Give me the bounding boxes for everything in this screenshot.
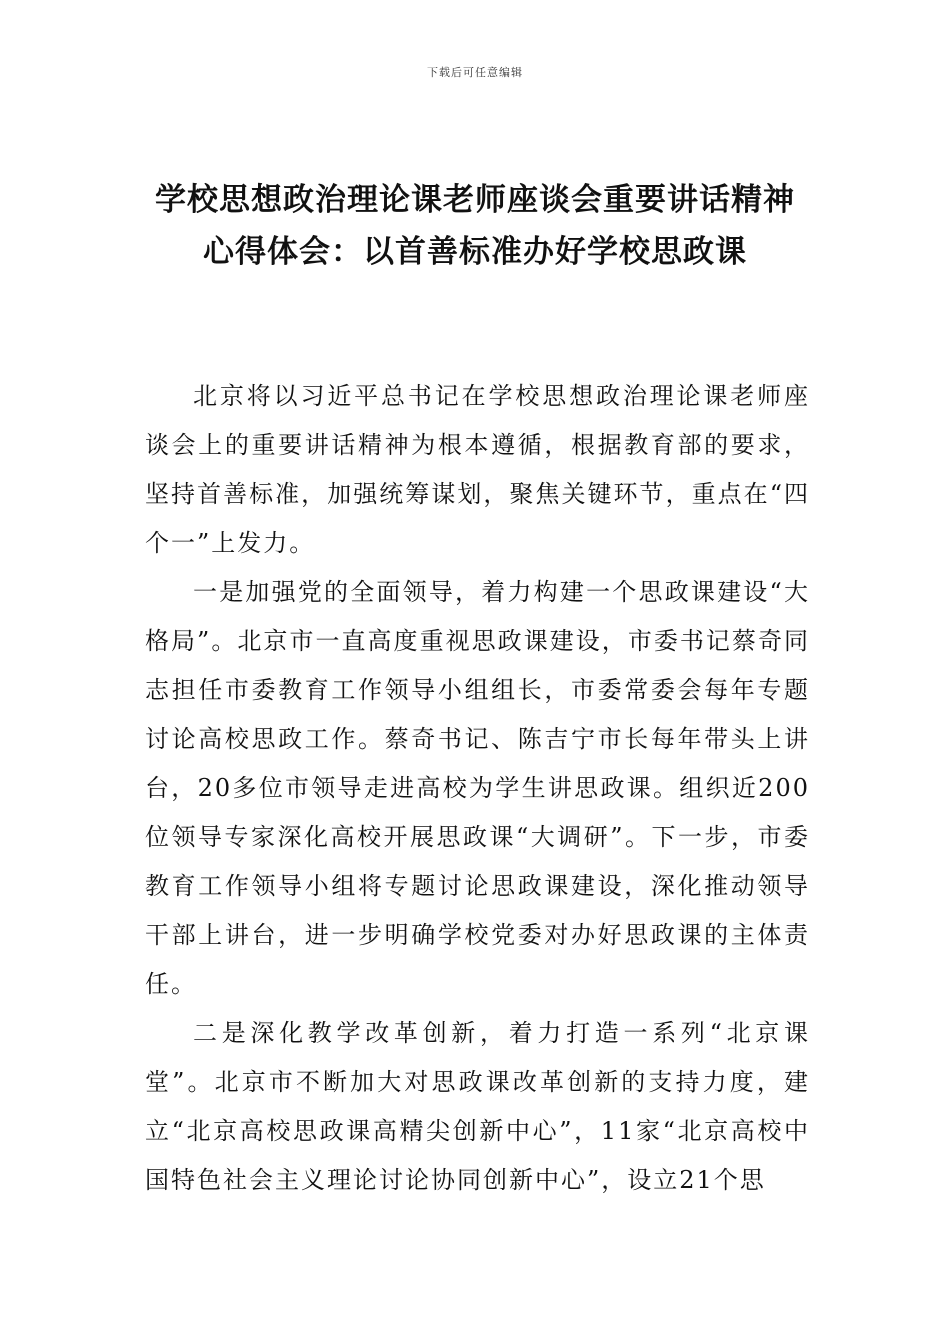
document-body: [145, 372, 810, 1205]
paragraph-intro: 北京将以习近平总书记在学校思想政治理论课老师座谈会上的重要讲话精神为根本遵循，根据教育部的要求，坚持首善标准，加强统筹谋划，聚焦关键环节，重点在“四个一”上发力。: [145, 382, 810, 557]
header-note: 下载后可任意编辑: [427, 66, 523, 79]
paragraph-point-two: 二是深化教学改革创新，着力打造一系列“北京课堂”。北京市不断加大对思政课改革创新的支持力度，建立“北京高校思政课高精尖创新中心”，11家“北京高校中国特色社会主义理论讨论协同创新中心”，设立21个思: [145, 1019, 810, 1194]
paragraph-point-one: 一是加强党的全面领导，着力构建一个思政课建设“大格局”。北京市一直高度重视思政课建设，市委书记蔡奇同志担任市委教育工作领导小组组长，市委常委会每年专题讨论高校思政工作。蔡奇书记、陈吉宁市长每年带头上讲台，20多位市领导走进高校为学生讲思政课。组织近200位领导专家深化高校开展思政课“大调研”。下一步，市委教育工作领导小组将专题讨论思政课建设，深化推动领导干部上讲台，进一步明确学校党委对办好思政课的主体责任。: [145, 578, 810, 998]
document-title: 学校思想政治理论课老师座谈会重要讲话精神心得体会：以首善标准办好学校思政课: [155, 182, 795, 270]
